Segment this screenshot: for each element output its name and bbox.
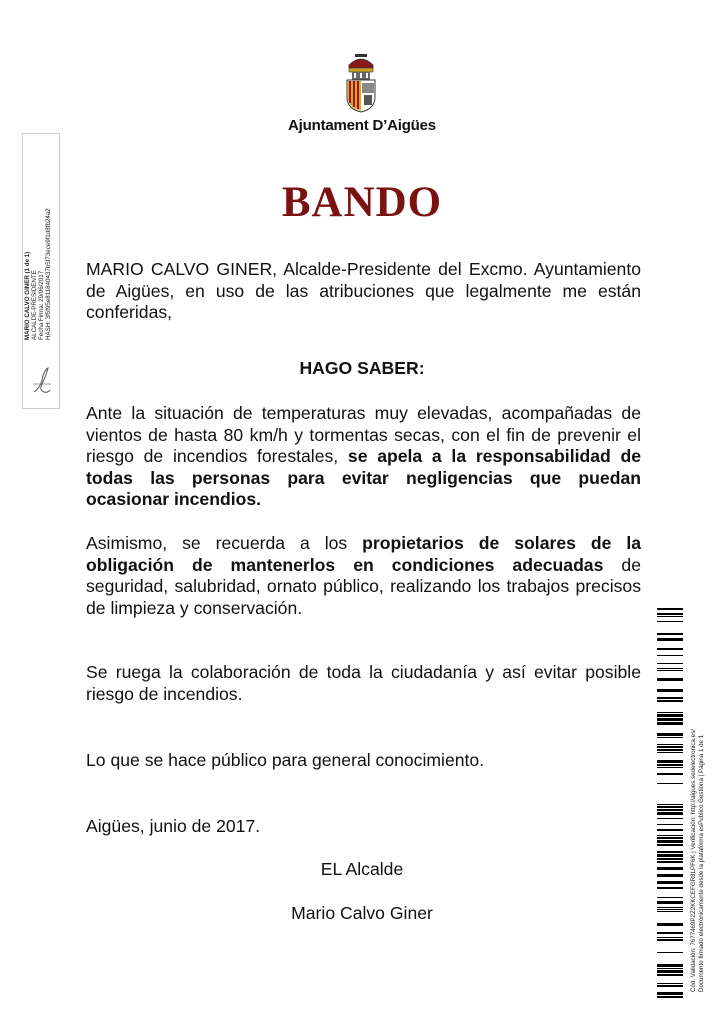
intro-paragraph: MARIO CALVO GINER, Alcalde-Presidente del Excmo. Ayuntamiento de Aigües, en uso de las atribuciones que legalmente me están conferidas,: [86, 259, 641, 322]
signature-hash: HASH: 3f5f95e811840437b5f73ece9f1d8fb24a2: [45, 208, 52, 340]
paragraph-warning-text: Ante la situación de temperaturas muy elevadas, acompañadas de vientos de hasta 80 km/h y tormentas secas, con el fin de prevenir el riesgo de incendios forestales,: [86, 403, 641, 466]
signature-role: ALCALDE-PRESIDENTE: [31, 270, 38, 340]
paragraph-warning-bold: se apela a la responsabilidad de todas las personas para evitar negligencias que puedan ocasionar incendios.: [86, 446, 642, 509]
verification-code: Cód. Validación: 7677469P2Z2KKCEFGR8LPF6K | Verificación: http://aigues.sedelectronica.es/: [690, 729, 697, 992]
signatory-role: EL Alcalde: [320, 859, 404, 879]
place-date: Aigües, junio de 2017.: [86, 816, 261, 836]
signature-signer: MARIO CALVO GINER (1 de 1): [24, 251, 31, 340]
coat-of-arms-icon: [343, 53, 379, 113]
signature-date: Fecha Firma: 29/06/2017: [38, 270, 45, 340]
paragraph-owners-text-b: de seguridad, salubridad, ornato público, realizando los trabajos precisos de limpieza y conservación.: [86, 554, 641, 618]
document-title: BANDO: [281, 179, 443, 226]
verification-text: [690, 729, 705, 992]
paragraph-owners: [86, 533, 641, 619]
paragraph-owners-bold: propietarios de solares de la obligación de mantenerlos en condiciones adecuadas: [86, 533, 641, 575]
paragraph-owners-text-a: Asimismo, se recuerda a los: [86, 533, 363, 553]
verification-platform: Documento firmado electrónicamente desde la plataforma esPublico Gestiona | Página 1 de 1: [697, 734, 705, 992]
signatory-name: Mario Calvo Giner: [291, 903, 433, 923]
signature-text: [24, 208, 52, 340]
barcode-icon: [657, 608, 683, 998]
signature-scribble-icon: [30, 362, 54, 398]
hago-saber-heading: HAGO SABER:: [299, 358, 425, 378]
paragraph-collaboration: Se ruega la colaboración de toda la ciudadanía y así evitar posible riesgo de incendios.: [86, 662, 641, 704]
paragraph-warning: [86, 403, 641, 511]
public-notice-line: Lo que se hace público para general conocimiento.: [86, 750, 485, 770]
town-name: Ajuntament D’Aigües: [288, 117, 436, 134]
